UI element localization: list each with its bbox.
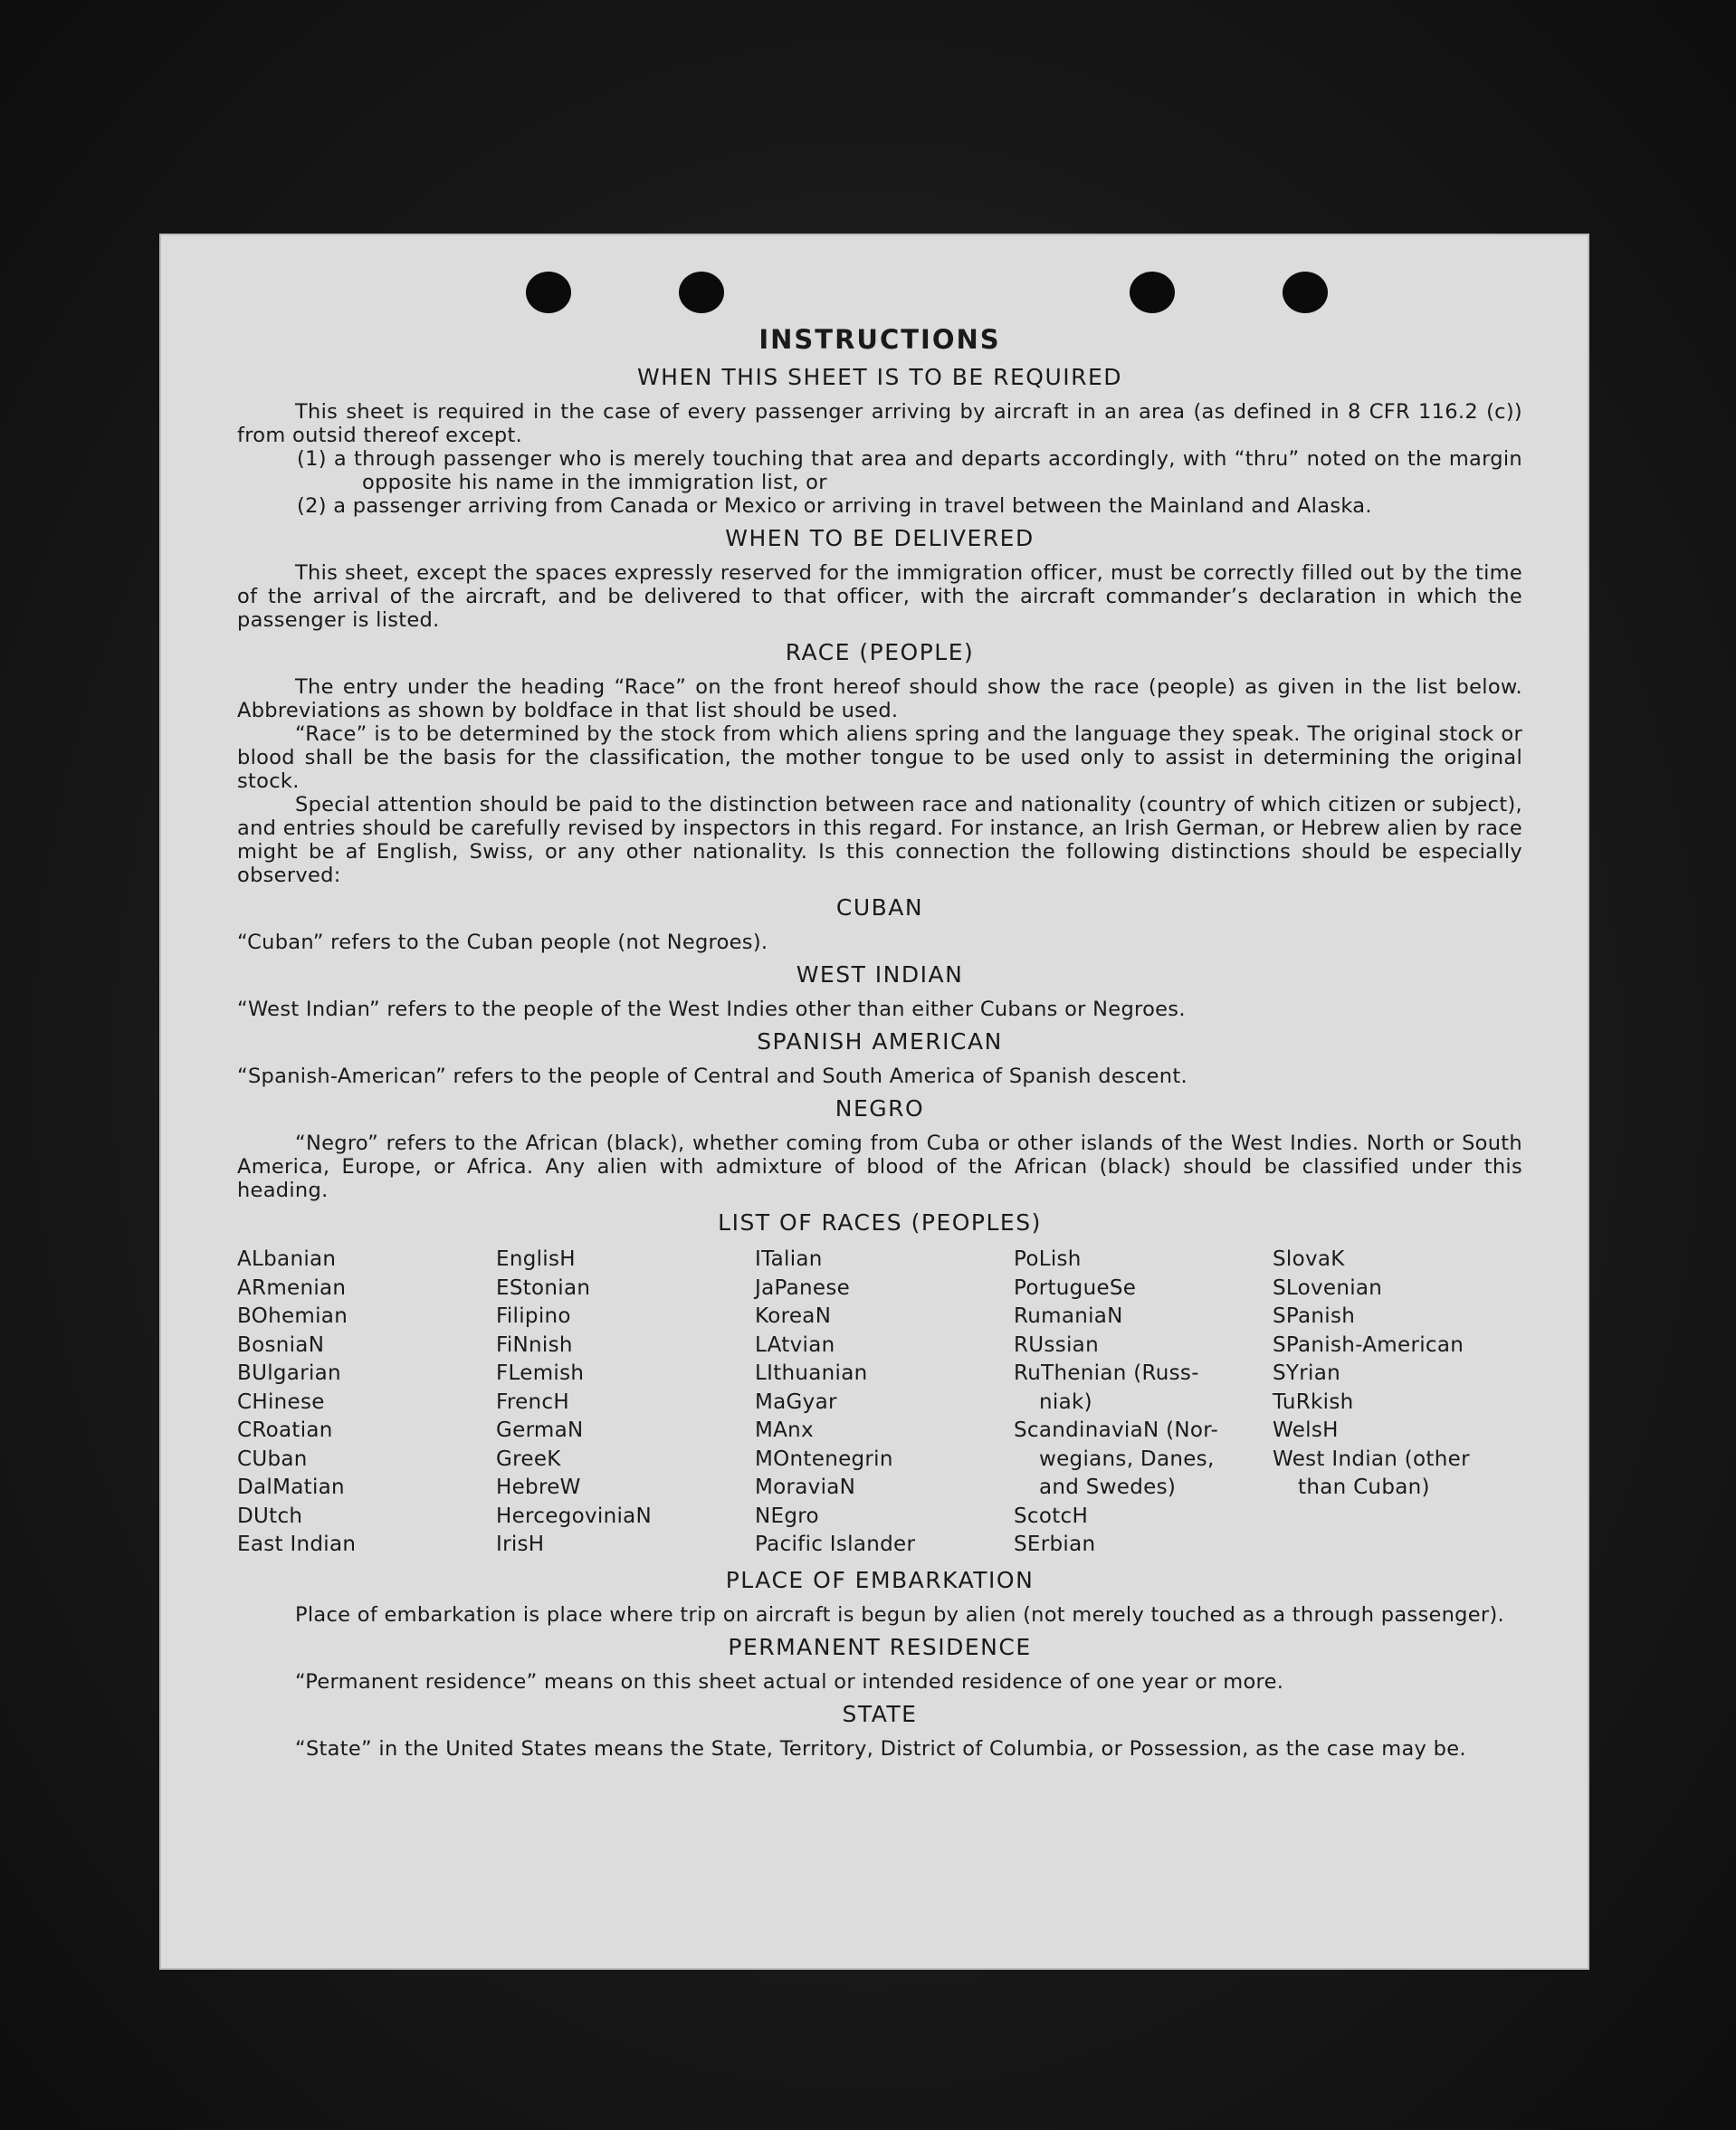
race-item-continuation: wegians, Danes, [1039,1447,1215,1471]
races-column-4 [1014,1246,1273,1560]
race-item: ScotcH [1014,1504,1089,1528]
negro-text: “Negro” refers to the African (black), whether coming from Cuba or other islands of the West Indies. North or South America, Europe, or Africa. Any alien with admixture of blood of the African (black) should be classified under this heading. [237,1132,1522,1202]
race-item: FiNnish [496,1332,573,1357]
race-item: HebreW [496,1476,581,1499]
race-item: WelsH [1273,1418,1339,1442]
heading-permanent-residence: PERMANENT RESIDENCE [728,1633,1032,1660]
race-item: SlovaK [1273,1247,1345,1271]
race-item: BUlgarian [237,1361,341,1385]
races-list [237,1246,1522,1560]
spanish-american-text: “Spanish-American” refers to the people of Central and South America of Spanish descent. [237,1065,1188,1088]
race-item: BOhemian [237,1304,348,1328]
punch-hole [1283,272,1328,313]
race-item: CRoatian [237,1418,333,1442]
race-item: CHinese [237,1390,325,1414]
race-item: KoreaN [755,1304,832,1328]
when-required-intro: This sheet is required in the case of every passenger arriving by aircraft in an area (as defined in 8 CFR 116.2 (c)) from outsid thereof except. [237,400,1522,447]
race-item: SPanish-American [1273,1332,1464,1357]
race-paragraph-2: “Race” is to be determined by the stock from which aliens spring and the language they speak. The original stock or blood shall be the basis for the classification, the mother tongue to be used only to assist in determining the original stock. [237,722,1522,793]
heading-when-required: WHEN THIS SHEET IS TO BE REQUIRED [636,364,1123,390]
race-item: EnglisH [496,1247,576,1271]
race-item: DalMatian [237,1476,345,1499]
heading-spanish-american: SPANISH AMERICAN [757,1028,1003,1055]
race-item: Pacific Islander [755,1533,916,1556]
race-item: SYrian [1273,1361,1340,1385]
state-text: “State” in the United States means the State, Territory, District of Columbia, or Possession, as the case may be. [295,1736,1466,1761]
heading-west-indian: WEST INDIAN [796,961,964,988]
race-item: DUtch [237,1504,303,1528]
when-delivered-text: This sheet, except the spaces expressly reserved for the immigration officer, must be correctly filled out by the time of the arrival of the aircraft, and be delivered to that officer, with the aircraft commander’s declaration in which the passenger is listed. [237,561,1522,632]
race-paragraph-1: The entry under the heading “Race” on the front hereof should show the race (people) as given in the list below. Abbreviations as shown by boldface in that list should be used. [237,675,1522,722]
exception-item-1: (1) a through passenger who is merely touching that area and departs accordingly, with “thru” noted on the margin opposite his name in the immigration list, or [297,447,1522,494]
permanent-residence-text: “Permanent residence” means on this sheet actual or intended residence of one year or more. [295,1669,1284,1694]
race-item: EStonian [496,1275,591,1300]
race-item: ScandinaviaN (Nor- [1014,1418,1219,1442]
race-item: SErbian [1014,1533,1096,1556]
cuban-text: “Cuban” refers to the Cuban people (not Negroes). [237,931,768,954]
heading-negro: NEGRO [835,1095,925,1122]
race-item: LIthuanian [755,1361,868,1385]
race-item: MAnx [755,1418,814,1442]
race-item: JaPanese [755,1275,851,1300]
heading-state: STATE [842,1700,918,1727]
race-item: RuThenian (Russ- [1014,1361,1199,1385]
race-item: MaGyar [755,1390,837,1414]
races-column-1 [237,1246,496,1560]
race-item: East Indian [237,1533,357,1556]
punch-hole [679,272,724,313]
race-item: RUssian [1014,1332,1099,1357]
race-item: HercegoviniaN [496,1504,653,1528]
heading-embarkation: PLACE OF EMBARKATION [725,1566,1035,1593]
page-title: INSTRUCTIONS [758,324,1001,355]
instructions-content [237,326,1522,1761]
race-item: SLovenian [1273,1275,1383,1300]
races-column-5 [1273,1246,1531,1560]
race-paragraph-3: Special attention should be paid to the distinction between race and nationality (country of which citizen or subject), and entries should be carefully revised by inspectors in this regard. For instance, an Irish German, or Hebrew alien by race might be af English, Swiss, or any other nationality. Is this connection the following distinctions should be especially observed: [237,793,1522,887]
race-item: MoraviaN [755,1476,856,1499]
races-column-3 [755,1246,1014,1560]
punch-hole [1130,272,1175,313]
heading-when-delivered: WHEN TO BE DELIVERED [725,525,1035,551]
heading-list-of-races: LIST OF RACES (PEOPLES) [718,1209,1042,1236]
race-item: GreeK [496,1447,561,1471]
race-item: MOntenegrin [755,1447,893,1471]
race-item: FLemish [496,1361,585,1385]
race-item: BosniaN [237,1332,325,1357]
race-item: TuRkish [1273,1390,1354,1414]
heading-cuban: CUBAN [835,894,924,921]
race-item-continuation: niak) [1039,1390,1092,1414]
race-item-continuation: than Cuban) [1298,1476,1430,1499]
race-item: FrencH [496,1390,569,1414]
race-item: PortugueSe [1014,1275,1137,1300]
race-item: LAtvian [755,1332,835,1357]
race-item: ITalian [755,1247,823,1271]
west-indian-text: “West Indian” refers to the people of the West Indies other than either Cubans or Negroes. [237,998,1186,1021]
punch-hole [526,272,571,313]
exception-item-2: (2) a passenger arriving from Canada or Mexico or arriving in travel between the Mainland and Alaska. [297,494,1372,518]
race-item: West Indian (other [1273,1447,1470,1471]
race-item: ALbanian [237,1247,337,1271]
race-item: CUban [237,1447,308,1471]
race-item: IrisH [496,1533,545,1556]
races-column-2 [496,1246,755,1560]
race-item: PoLish [1014,1247,1082,1271]
race-item: SPanish [1273,1304,1356,1328]
race-item: Filipino [496,1304,571,1328]
race-item: GermaN [496,1418,584,1442]
embarkation-text: Place of embarkation is place where trip on aircraft is begun by alien (not merely touched as a through passenger). [295,1602,1504,1627]
race-item: RumaniaN [1014,1304,1123,1328]
heading-race: RACE (PEOPLE) [785,639,975,665]
race-item: ARmenian [237,1275,347,1300]
race-item: NEgro [755,1504,819,1528]
race-item-continuation: and Swedes) [1039,1476,1177,1499]
